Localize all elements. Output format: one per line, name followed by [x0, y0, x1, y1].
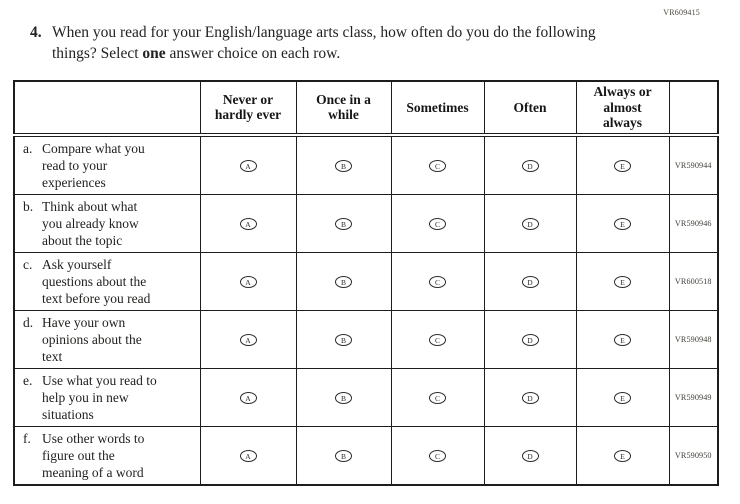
row-label-line: situations: [42, 406, 94, 422]
choice-cell-c: [391, 310, 484, 368]
row-label-text: [42, 198, 196, 249]
row-label-cell: [14, 252, 200, 310]
column-header-blank: [14, 81, 200, 135]
choice-bubble-e[interactable]: E: [614, 392, 631, 404]
choice-cell-e: [576, 252, 669, 310]
choice-bubble-e[interactable]: E: [614, 450, 631, 462]
choice-bubble-a[interactable]: A: [240, 392, 257, 404]
choice-cell-e: [576, 368, 669, 426]
row-label-line: about the topic: [42, 232, 123, 248]
choice-bubble-b[interactable]: B: [335, 450, 352, 462]
choice-cell-e: [576, 426, 669, 485]
choice-cell-a: [200, 368, 296, 426]
column-header-line: hardly ever: [214, 107, 282, 123]
header-row: [14, 81, 718, 135]
column-header-line: Once in a: [316, 91, 371, 107]
choice-cell-d: [484, 310, 576, 368]
row-label-cell: [14, 310, 200, 368]
table-body: [14, 135, 718, 485]
choice-cell-c: [391, 426, 484, 485]
choice-bubble-d[interactable]: D: [522, 334, 539, 346]
choice-bubble-b[interactable]: B: [335, 218, 352, 230]
item-code: VR590944: [669, 135, 718, 195]
row-label-text: [42, 140, 196, 191]
choice-bubble-e[interactable]: E: [614, 218, 631, 230]
choice-bubble-b[interactable]: B: [335, 160, 352, 172]
choice-cell-b: [296, 194, 391, 252]
choice-cell-d: [484, 194, 576, 252]
question-text: [52, 22, 596, 64]
choice-bubble-b[interactable]: B: [335, 276, 352, 288]
choice-bubble-d[interactable]: D: [522, 450, 539, 462]
row-label-line: Use other words to: [42, 430, 145, 446]
table-row: [14, 368, 718, 426]
choice-bubble-c[interactable]: C: [429, 392, 446, 404]
choice-cell-d: [484, 368, 576, 426]
row-letter: f.: [23, 430, 31, 446]
column-header-often: [484, 81, 576, 135]
choice-cell-d: [484, 252, 576, 310]
row-label-line: experiences: [42, 174, 106, 190]
choice-bubble-d[interactable]: D: [522, 160, 539, 172]
choice-bubble-c[interactable]: C: [429, 160, 446, 172]
choice-bubble-e[interactable]: E: [614, 160, 631, 172]
choice-cell-a: [200, 194, 296, 252]
row-label-text: [42, 256, 196, 307]
choice-cell-a: [200, 426, 296, 485]
question-line-2-pre: things? Select: [52, 45, 143, 62]
row-label-line: opinions about the: [42, 331, 142, 347]
item-code: VR600518: [669, 252, 718, 310]
row-letter: d.: [23, 314, 34, 330]
item-code: VR590950: [669, 426, 718, 485]
row-label-cell: [14, 426, 200, 485]
choice-cell-d: [484, 135, 576, 195]
question-line-1: When you read for your English/language arts class, how often do you do the following: [52, 24, 596, 41]
column-header-line: Sometimes: [406, 99, 469, 115]
row-label-line: meaning of a word: [42, 464, 144, 480]
row-label-line: you already know: [42, 215, 139, 231]
column-header-line: Often: [513, 99, 547, 115]
column-header-once-in-a-while: [296, 81, 391, 135]
question-line-2-bold: one: [142, 45, 166, 62]
question-line-2: [52, 43, 596, 64]
column-header-code-blank: [669, 81, 718, 135]
question-line-2-post: answer choice on each row.: [165, 45, 341, 62]
row-label-line: Ask yourself: [42, 256, 112, 272]
choice-cell-c: [391, 252, 484, 310]
choice-cell-e: [576, 135, 669, 195]
choice-bubble-b[interactable]: B: [335, 392, 352, 404]
choice-cell-c: [391, 135, 484, 195]
row-label-text: [42, 314, 196, 365]
choice-cell-a: [200, 135, 296, 195]
table-row: [14, 252, 718, 310]
choice-bubble-a[interactable]: A: [240, 450, 257, 462]
choice-cell-c: [391, 368, 484, 426]
row-letter: c.: [23, 256, 33, 272]
choice-cell-b: [296, 310, 391, 368]
choice-cell-a: [200, 310, 296, 368]
choice-bubble-a[interactable]: A: [240, 334, 257, 346]
choice-cell-b: [296, 426, 391, 485]
row-label-line: Use what you read to: [42, 372, 157, 388]
choice-bubble-d[interactable]: D: [522, 276, 539, 288]
row-letter: e.: [23, 372, 33, 388]
row-letter: b.: [23, 198, 34, 214]
item-code: VR590948: [669, 310, 718, 368]
choice-cell-a: [200, 252, 296, 310]
table-header: [14, 81, 718, 135]
item-code: VR590949: [669, 368, 718, 426]
choice-bubble-c[interactable]: C: [429, 334, 446, 346]
table-row: [14, 426, 718, 485]
table-row: [14, 310, 718, 368]
row-label-line: read to your: [42, 157, 108, 173]
row-label-cell: [14, 368, 200, 426]
row-label-line: text before you read: [42, 290, 151, 306]
table-row: [14, 194, 718, 252]
choice-bubble-e[interactable]: E: [614, 276, 631, 288]
row-label-line: questions about the: [42, 273, 147, 289]
row-label-line: text: [42, 348, 63, 364]
choice-bubble-d[interactable]: D: [522, 392, 539, 404]
column-header-never: [200, 81, 296, 135]
column-header-line: Never or: [222, 91, 274, 107]
row-letter: a.: [23, 140, 33, 156]
row-label-text: [42, 430, 196, 481]
choice-bubble-c[interactable]: C: [429, 276, 446, 288]
column-header-line: almost: [603, 99, 642, 115]
column-header-line: always: [602, 115, 642, 130]
item-code: VR590946: [669, 194, 718, 252]
row-label-line: figure out the: [42, 447, 115, 463]
choice-cell-b: [296, 135, 391, 195]
column-header-sometimes: [391, 81, 484, 135]
question-number: 4.: [30, 24, 42, 41]
choice-bubble-c[interactable]: C: [429, 218, 446, 230]
row-label-line: Compare what you: [42, 140, 145, 156]
row-label-line: Have your own: [42, 314, 126, 330]
question: [30, 22, 660, 64]
column-header-always: [576, 81, 669, 135]
choice-cell-b: [296, 368, 391, 426]
row-label-text: [42, 372, 196, 423]
choice-cell-d: [484, 426, 576, 485]
survey-table: [13, 80, 719, 486]
choice-cell-e: [576, 194, 669, 252]
column-header-line: while: [328, 107, 359, 123]
choice-bubble-d[interactable]: D: [522, 218, 539, 230]
choice-bubble-a[interactable]: A: [240, 160, 257, 172]
table-row: [14, 135, 718, 195]
choice-bubble-a[interactable]: A: [240, 276, 257, 288]
choice-cell-c: [391, 194, 484, 252]
choice-bubble-c[interactable]: C: [429, 450, 446, 462]
form-code: VR609415: [663, 8, 700, 17]
row-label-line: Think about what: [42, 198, 138, 214]
row-label-cell: [14, 135, 200, 195]
choice-cell-e: [576, 310, 669, 368]
choice-bubble-b[interactable]: B: [335, 334, 352, 346]
choice-cell-b: [296, 252, 391, 310]
choice-bubble-a[interactable]: A: [240, 218, 257, 230]
row-label-cell: [14, 194, 200, 252]
column-header-line: Always or: [593, 84, 652, 99]
row-label-line: help you in new: [42, 389, 129, 405]
choice-bubble-e[interactable]: E: [614, 334, 631, 346]
